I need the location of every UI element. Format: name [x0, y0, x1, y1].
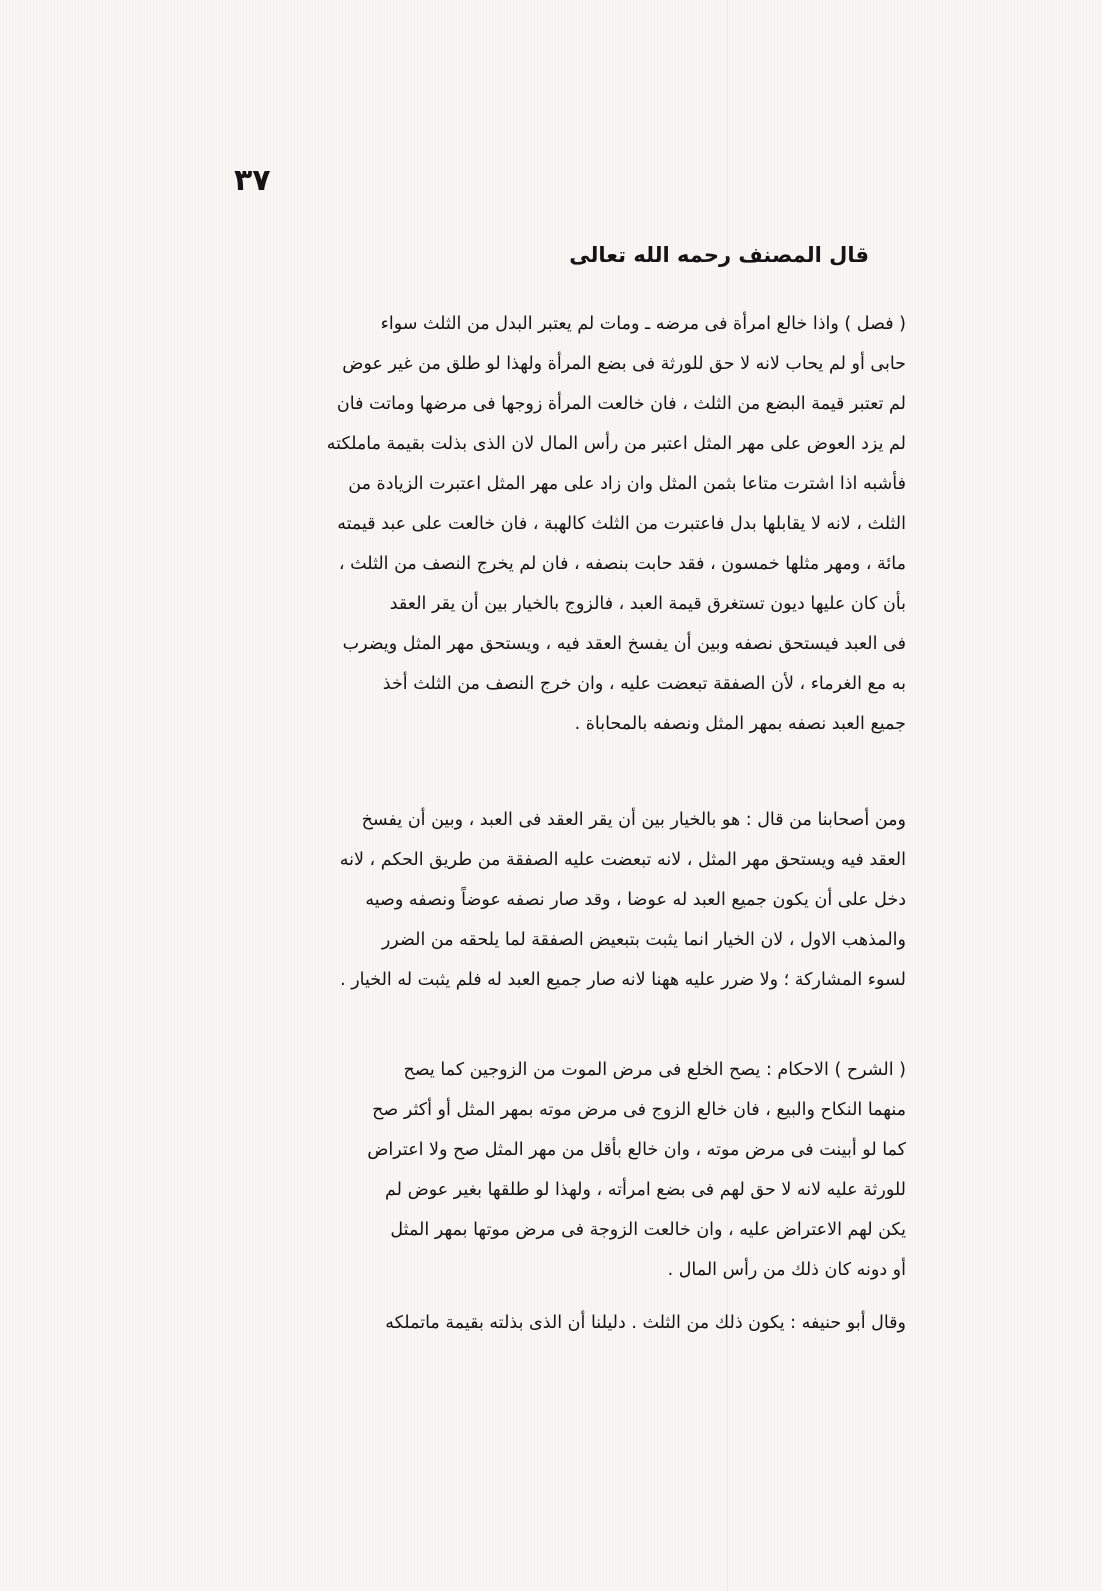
text-line: لسوء المشاركة ؛ ولا ضرر عليه ههنا لانه صار جميع العبد له فلم يثبت له الخيار .: [340, 970, 906, 990]
section-heading: قال المصنف رحمه الله تعالى: [569, 243, 869, 267]
paragraph-ashabuna: [200, 800, 906, 1000]
page-number: ٣٧: [234, 163, 271, 198]
text-line: العقد فيه ويستحق مهر المثل ، لانه تبعضت عليه الصفقة من طريق الحكم ، لانه: [339, 850, 906, 870]
text-line: ( فصل ) واذا خالع امرأة فى مرضه ـ ومات لم يعتبر البدل من الثلث سواء: [380, 314, 906, 334]
text-line: كما لو أبينت فى مرض موته ، وان خالع بأقل من مهر المثل صح ولا اعتراض: [367, 1140, 906, 1160]
text-line: ومن أصحابنا من قال : هو بالخيار بين أن يقر العقد فى العبد ، وبين أن يفسخ: [361, 810, 906, 830]
text-line: يكن لهم الاعتراض عليه ، وان خالعت الزوجة فى مرض موتها بمهر المثل: [390, 1220, 906, 1240]
text-line: حابى أو لم يحاب لانه لا حق للورثة فى بضع المرأة ولهذا لو طلق من غير عوض: [342, 354, 906, 374]
scan-fold-line: [727, 0, 728, 1591]
text-line: أو دونه كان ذلك من رأس المال .: [667, 1260, 906, 1280]
text-line: منهما النكاح والبيع ، فان خالع الزوج فى مرض موته بمهر المثل أو أكثر صح: [372, 1100, 906, 1120]
text-line: جميع العبد نصفه بمهر المثل ونصفه بالمحاباة .: [574, 714, 906, 734]
text-line: وقال أبو حنيفه : يكون ذلك من الثلث . دليلنا أن الذى بذلته بقيمة ماتملكه: [385, 1313, 906, 1333]
text-line: لم يزد العوض على مهر المثل اعتبر من رأس المال لان الذى بذلت بقيمة ماملكته: [326, 434, 906, 454]
text-line: مائة ، ومهر مثلها خمسون ، فقد حابت بنصفه ، فان لم يخرج النصف من الثلث ،: [338, 554, 906, 574]
text-line: دخل على أن يكون جميع العبد له عوضا ، وقد صار نصفه عوضاً ونصفه وصيه: [365, 890, 906, 910]
text-line: لم تعتبر قيمة البضع من الثلث ، فان خالعت المرأة زوجها فى مرضها وماتت فان: [336, 394, 906, 414]
text-line: ( الشرح ) الاحكام : يصح الخلع فى مرض الموت من الزوجين كما يصح: [403, 1060, 906, 1080]
text-line: الثلث ، لانه لا يقابلها بدل فاعتبرت من الثلث كالهبة ، فان خالعت على عبد قيمته: [337, 514, 906, 534]
text-line: بأن كان عليها ديون تستغرق قيمة العبد ، فالزوج بالخيار بين أن يقر العقد: [389, 594, 906, 614]
text-line: فى العبد فيستحق نصفه وبين أن يفسخ العقد فيه ، ويستحق مهر المثل ويضرب: [342, 634, 906, 654]
paragraph-abu-hanifa: [200, 1303, 906, 1343]
text-line: به مع الغرماء ، لأن الصفقة تبعضت عليه ، وان خرج النصف من الثلث أخذ: [382, 674, 906, 694]
paragraph-sharh: [200, 1050, 906, 1290]
text-line: للورثة عليه لانه لا حق لهم فى بضع امرأته ، ولهذا لو طلقها بغير عوض لم: [385, 1180, 906, 1200]
text-line: فأشبه اذا اشترت متاعا بثمن المثل وان زاد على مهر المثل اعتبرت الزيادة من: [348, 474, 906, 494]
text-line: والمذهب الاول ، لان الخيار انما يثبت بتبعيض الصفقة لما يلحقه من الضرر: [381, 930, 906, 950]
paragraph-fasl: [200, 304, 906, 744]
